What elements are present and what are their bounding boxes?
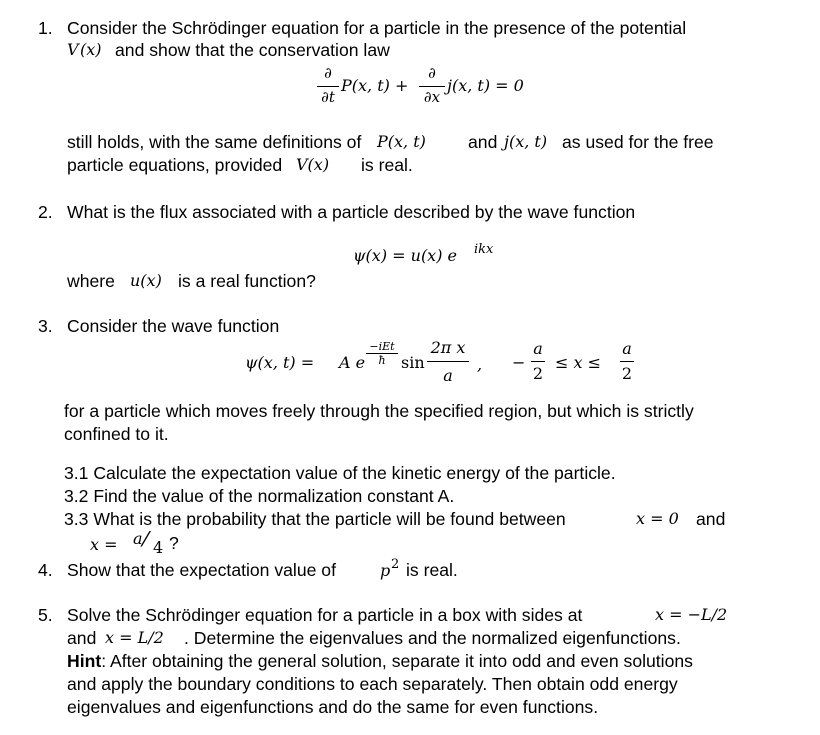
q4-number: 4. <box>38 560 53 580</box>
q5-hint3: eigenvalues and eigenfunctions and do the same for even functions. <box>67 697 599 717</box>
q1-line1: Consider the Schrödinger equation for a particle in the presence of the potential <box>67 18 687 38</box>
q5-hint1: : After obtaining the general solution, separate it into odd and even solutions <box>101 651 693 671</box>
q3-sin-fracbar <box>427 361 469 362</box>
q1-eq-dx: ∂x <box>423 88 441 106</box>
q5-hint2: and apply the boundary conditions to each separately. Then obtain odd energy <box>67 674 678 694</box>
q5-hint-label: Hint <box>67 651 102 671</box>
q1-eq-P: P(x, t) + <box>341 76 409 95</box>
q5-line2-eq: x = L/2 <box>105 628 164 647</box>
q3-comma: , <box>477 355 483 374</box>
q3-sub3-slash: ⁄ <box>144 527 148 551</box>
q5-hint-line1 <box>67 653 693 671</box>
q3-range-2b: 2 <box>621 364 633 383</box>
q1-eq-partial-num2: ∂ <box>428 64 436 82</box>
q1-after1-P: P(x, t) <box>377 132 426 151</box>
q5-line2-and: and <box>67 628 97 648</box>
q1-Vx: (x) <box>80 40 102 59</box>
q2-number: 2. <box>38 202 53 222</box>
q3-exp-num: −iEt <box>369 340 395 353</box>
q1-eq-j: j(x, t) = 0 <box>447 76 524 95</box>
q3-range-mid: ≤ x ≤ <box>555 353 602 372</box>
q3-sub3-a: 3.3 What is the probability that the particle will be found between <box>64 509 566 529</box>
q1-eq-fracbar2 <box>419 86 445 87</box>
q3-number: 3. <box>38 316 53 336</box>
q1-eq-dt: ∂t <box>321 88 335 106</box>
q3-eq-A: A e <box>339 353 366 372</box>
q3-range-a2: a <box>622 339 632 358</box>
q2-where-u: u(x) <box>130 271 162 290</box>
q3-range-fracbar2 <box>620 361 634 362</box>
q1-after1-j: j(x, t) <box>504 132 548 151</box>
q1-after2-b: is real. <box>361 155 413 175</box>
q3-line1: Consider the wave function <box>67 316 280 336</box>
q1-V: V <box>67 40 79 59</box>
q3-range-fracbar1 <box>531 361 545 362</box>
q5-number: 5. <box>38 605 53 625</box>
q3-sub3-line2-a: a <box>133 529 143 548</box>
q3-sub2: 3.2 Find the value of the normalization constant A. <box>64 486 455 506</box>
q4-text-b: is real. <box>406 560 458 580</box>
q3-sin: sin <box>401 353 425 372</box>
q2-where: where <box>67 271 115 291</box>
q1-after2-V: V(x) <box>296 155 330 174</box>
q3-sub3-line2-q: ? <box>169 533 179 553</box>
q3-sub3-line2-x: x = <box>90 535 118 554</box>
q1-number: 1. <box>38 18 53 38</box>
q4-p: p <box>380 561 391 580</box>
q3-sub3-and: and <box>696 509 726 529</box>
q3-eq-lhs: ψ(x, t) = <box>245 353 315 372</box>
q1-line2: and show that the conservation law <box>115 40 390 60</box>
q3-sin-den: a <box>443 366 453 385</box>
q3-sub3-line2-4: 4 <box>153 538 164 557</box>
q1-eq-fracbar1 <box>317 86 339 87</box>
q2-equation: ψ(x) = u(x) e <box>353 246 457 265</box>
q3-range-a1: a <box>533 339 543 358</box>
q2-where-b: is a real function? <box>178 271 316 291</box>
q1-eq-partial-num1: ∂ <box>324 64 332 82</box>
q1-after1-a: still holds, with the same definitions of <box>67 132 362 152</box>
q4-sup: 2 <box>391 557 400 572</box>
q4-text-a: Show that the expectation value of <box>67 560 336 580</box>
q3-sub1: 3.1 Calculate the expectation value of the kinetic energy of the particle. <box>64 463 616 483</box>
q5-line1: Solve the Schrödinger equation for a particle in a box with sides at <box>67 605 583 625</box>
q2-equation-exponent: ikx <box>474 242 494 257</box>
q3-exp-den: ħ <box>378 354 386 367</box>
q3-sub3-x0: x = 0 <box>636 509 679 528</box>
q2-line1: What is the flux associated with a particle described by the wave function <box>67 202 636 222</box>
q1-after1-and: and <box>468 132 498 152</box>
q3-desc2: confined to it. <box>64 424 169 444</box>
q3-range-minus: − <box>512 353 526 372</box>
q1-after1-b: as used for the free <box>562 132 714 152</box>
q5-line2-b: . Determine the eigenvalues and the normalized eigenfunctions. <box>184 628 681 648</box>
q3-range-2a: 2 <box>532 364 544 383</box>
q3-desc1: for a particle which moves freely through the specified region, but which is strictly <box>64 401 694 421</box>
q5-line1-eq: x = −L/2 <box>655 605 728 624</box>
q3-sin-num: 2π x <box>430 338 466 357</box>
q1-after2-a: particle equations, provided <box>67 155 283 175</box>
